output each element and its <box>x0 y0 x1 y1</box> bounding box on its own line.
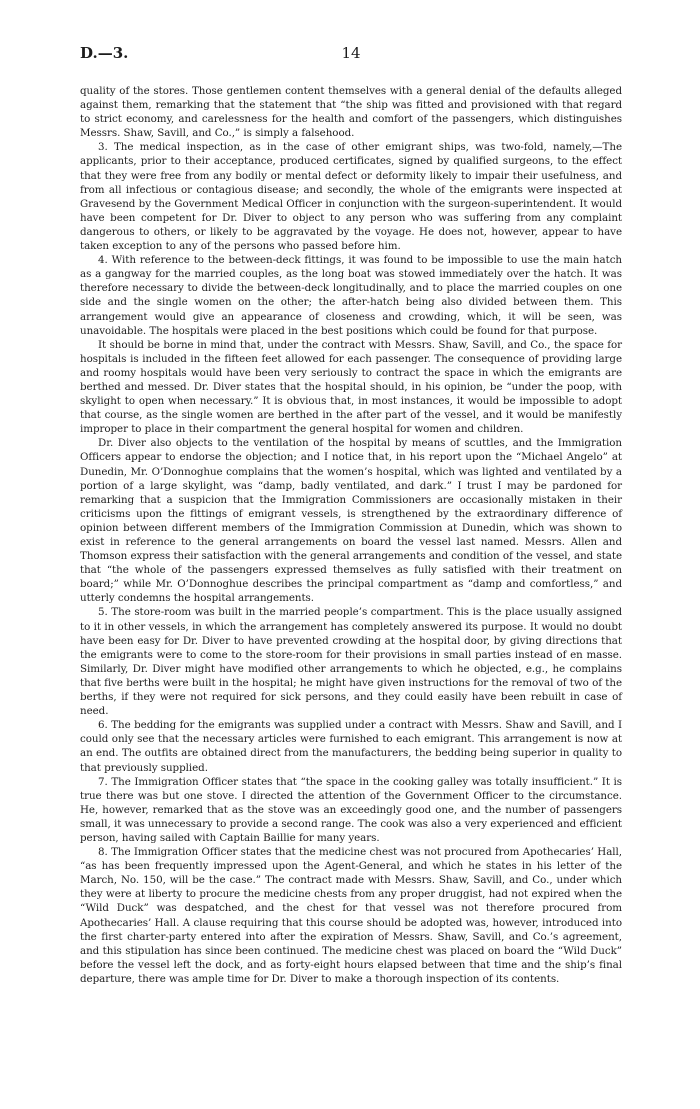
paragraph-hospital-space: It should be borne in mind that, under the contract with Messrs. Shaw, Savill, and Co., the space for hospitals is included in the fifteen feet allowed for each passenger. The consequence of providing large and roomy hospitals would have been very seriously to contract the space in which the emigrants are berthed and messed. Dr. Diver states that the hospital should, in his opinion, be “under the poop, with skylight to open when necessary.” It is obvious that, in most instances, it would be impossible to adopt that course, as the single women are berthed in the after part of the vessel, and it would be manifestly improper to place in their compartment the general hospital for women and children. <box>80 338 622 436</box>
document-body <box>80 84 622 986</box>
paragraph-medicine-chest: 8. The Immigration Officer states that the medicine chest was not procured from Apothecaries’ Hall, “as has been frequently impressed upon the Agent-General, and which he states in his letter of the March, No. 150, will be the case.” The contract made with Messrs. Shaw, Savill, and Co., under which they were at liberty to procure the medicine chests from any proper druggist, had not expired when the “Wild Duck” was despatched, and the chest for that vessel was not therefore procured from Apothecaries’ Hall. A clause requiring that this course should be adopted was, however, introduced into the first charter-party entered into after the expiration of Messrs. Shaw, Savill, and Co.’s agreement, and this stipulation has since been continued. The medicine chest was placed on board the “Wild Duck” before the vessel left the dock, and as forty-eight hours elapsed between that time and the ship’s final departure, there was ample time for Dr. Diver to make a thorough inspection of its contents. <box>80 846 622 985</box>
paragraph-between-deck-fittings: 4. With reference to the between-deck fittings, it was found to be impossible to use the main hatch as a gangway for the married couples, as the long boat was stowed immediately over the hatch. It was therefore necessary to divide the between-deck longitudinally, and to place the married couples on one side and the single women on the other; the after-hatch being also divided between them. This arrangement would give an appearance of closeness and crowding, which, it will be seen, was unavoidable. The hospitals were placed in the best positions which could be found for that purpose. <box>80 254 622 337</box>
paragraph-hospital-ventilation: Dr. Diver also objects to the ventilation of the hospital by means of scuttles, and the Immigration Officers appear to endorse the objection; and I notice that, in his report upon the “Michael Angelo” at Dunedin, Mr. O’Donnoghue complains that the women’s hospital, which was lighted and ventilated by a portion of a large skylight, was “damp, badly ventilated, and dark.” I trust I may be pardoned for remarking that a suspicion that the Immigration Commissioners are occasionally mistaken in their criticisms upon the fittings of emigrant vessels, is strengthened by the extraordinary difference of opinion between different members of the Immigration Commission at Dunedin, which was shown to exist in reference to the general arrangements on board the vessel last named. Messrs. Allen and Thomson express their satisfaction with the general arrangements and condition of the vessel, and state that “the whole of the passengers expressed themselves as fully satisfied with their treatment on board;” while Mr. O’Donnoghue describes the principal compartment as “damp and comfortless,” and utterly condemns the hospital arrangements. <box>80 437 622 605</box>
document-reference: D.—3. <box>80 44 129 62</box>
paragraph-continued: quality of the stores. Those gentlemen content themselves with a general denial of the defaults alleged against them, remarking that the statement that “the ship was fitted and provisioned with that regard to strict economy, and carelessness for the health and comfort of the passengers, which distinguishes Messrs. Shaw, Savill, and Co.,” is simply a falsehood. <box>80 85 622 140</box>
page-number: 14 <box>341 44 361 62</box>
paragraph-cooking-galley: 7. The Immigration Officer states that “the space in the cooking galley was totally insufficient.” It is true there was but one stove. I directed the attention of the Government Officer to the circumstance. He, however, remarked that as the stove was an exceedingly good one, and the number of passengers small, it was unnecessary to provide a second range. The cook was also a very experienced and efficient person, having sailed with Captain Baillie for many years. <box>80 775 622 844</box>
paragraph-medical-inspection: 3. The medical inspection, as in the case of other emigrant ships, was two-fold, namely,—The applicants, prior to their acceptance, produced certificates, signed by qualified surgeons, to the effect that they were free from any bodily or mental defect or deformity likely to impair their usefulness, and from all infectious or contagious disease; and secondly, the whole of the emigrants were inspected at Gravesend by the Government Medical Officer in conjunction with the surgeon-superintendent. It would have been competent for Dr. Diver to object to any person who was suffering from any complaint dangerous to others, or likely to be aggravated by the voyage. He does not, however, appear to have taken exception to any of the persons who passed before him. <box>80 141 622 253</box>
paragraph-store-room: 5. The store-room was built in the married people’s compartment. This is the place usually assigned to it in other vessels, in which the arrangement has completely answered its purpose. It would no doubt have been easy for Dr. Diver to have prevented crowding at the hospital door, by giving directions that the emigrants were to come to the store-room for their provisions in small parties instead of en masse. Similarly, Dr. Diver might have modified other arrangements to which he objected, e.g., he complains that five berths were built in the hospital; he might have given instructions for the removal of two of the berths, if they were not required for sick persons, and they could easily have been rebuilt in case of need. <box>80 606 622 718</box>
paragraph-bedding: 6. The bedding for the emigrants was supplied under a contract with Messrs. Shaw and Savill, and I could only see that the necessary articles were furnished to each emigrant. This arrangement is now at an end. The outfits are obtained direct from the manufacturers, the bedding being superior in quality to that previously supplied. <box>80 719 622 774</box>
page-header <box>80 44 622 68</box>
